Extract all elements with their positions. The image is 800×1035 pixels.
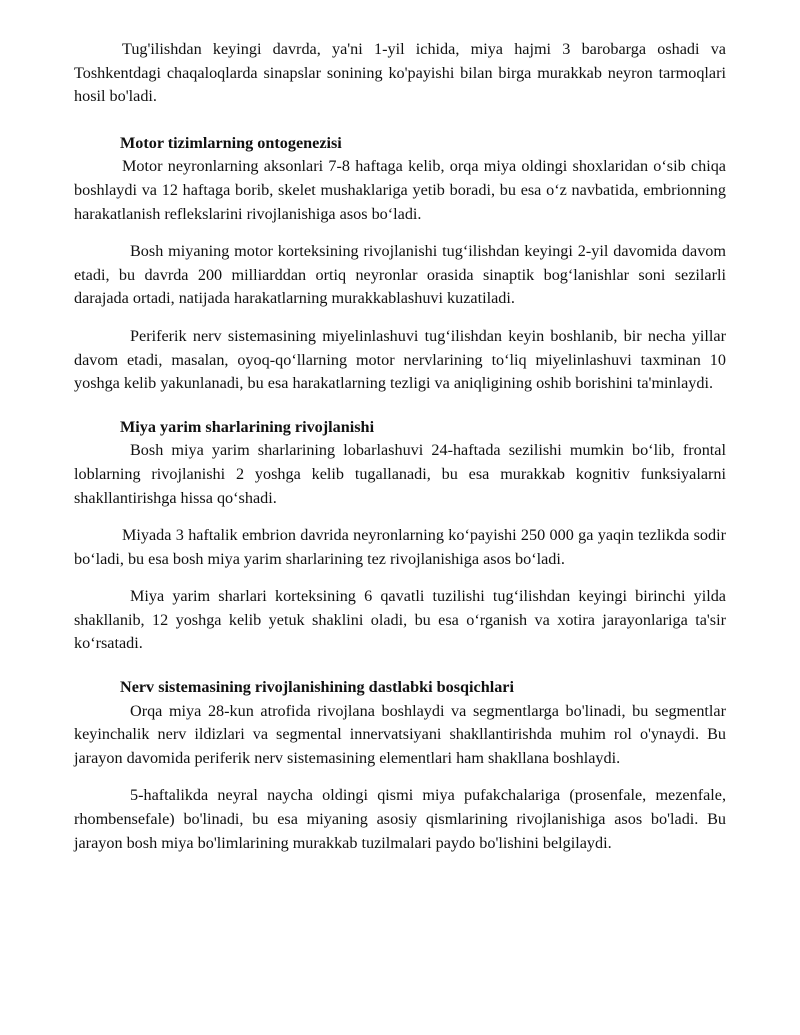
paragraph-neural-tube: 5-haftalikda neyral naycha oldingi qismi miya pufakchalariga (prosenfale, mezenfale, rhombensefale) bo'linadi, bu esa miyaning asosiy qismlarining rivojlanishiga asos bo'ladi. Bu jarayon bosh miya bo'limlarining murakkab tuzilmalari paydo bo'lishini belgilaydi. <box>74 786 726 852</box>
heading-early-stages: Nerv sistemasining rivojlanishining dastlabki bosqichlari <box>120 678 514 697</box>
paragraph-neuron-proliferation: Miyada 3 haftalik embrion davrida neyronlarning ko‘payishi 250 000 ga yaqin tezlikda sodir bo‘ladi, bu esa bosh miya yarim sharlarining tez rivojlanishiga asos bo‘ladi. <box>74 526 726 568</box>
paragraph-motor-neurons: Motor neyronlarning aksonlari 7-8 haftaga kelib, orqa miya oldingi shoxlaridan o‘sib chiqa boshlaydi va 12 haftaga borib, skelet mushaklariga yetib boradi, bu esa o‘z navbatida, embrionning harakatlanish reflekslarini rivojlanishiga asos bo‘ladi. <box>74 157 726 223</box>
paragraph-myelination: Periferik nerv sistemasining miyelinlashuvi tug‘ilishdan keyin boshlanib, bir necha yillar davom etadi, masalan, oyoq-qo‘llarning motor nervlarining to‘liq miyelinlashuvi taxminan 10 yoshga kelib yakunlanadi, bu esa harakatlarning tezligi va aniqligining oshib borishini ta'minlaydi. <box>74 326 726 393</box>
paragraph-spinal-cord: Orqa miya 28-kun atrofida rivojlana boshlaydi va segmentlarga bo'linadi, bu segmentlar keyinchalik nerv ildizlari va segmental innervatsiyani shakllantirishda muhim rol o'ynaydi. Bu jarayon davomida periferik nerv sistemasining elementlari ham shakllana boshlaydi. <box>74 701 726 767</box>
document-page <box>74 38 726 855</box>
paragraph-motor-cortex: Bosh miyaning motor korteksining rivojlanishi tug‘ilishdan keyingi 2-yil davomida davom etadi, bu davrda 200 milliarddan ortiq neyronlar orasida sinaptik bog‘lanishlar soni sezilarli darajada ortadi, natijada harakatlarning murakkablashuvi kuzatiladi. <box>74 242 726 308</box>
paragraph-lobarization: Bosh miya yarim sharlarining lobarlashuvi 24-haftada sezilishi mumkin bo‘lib, frontal loblarning rivojlanishi 2 yoshga kelib tugallanadi, bu esa murakkab kognitiv funksiyalarni shakllantirishga hissa qo‘shadi. <box>74 441 726 507</box>
paragraph-cortex-layers: Miya yarim sharlari korteksining 6 qavatli tuzilishi tug‘ilishdan keyingi birinchi yilda shakllanib, 12 yoshga kelib yetuk shaklini oladi, bu esa o‘rganish va xotira jarayonlariga ta'sir ko‘rsatadi. <box>74 587 726 653</box>
heading-motor-systems: Motor tizimlarning ontogenezisi <box>120 133 342 152</box>
heading-hemispheres: Miya yarim sharlarining rivojlanishi <box>120 417 375 436</box>
paragraph-brain-volume: Tug'ilishdan keyingi davrda, ya'ni 1-yil ichida, miya hajmi 3 barobarga oshadi va Toshkentdagi chaqaloqlarda sinapslar sonining ko'payishi bilan birga murakkab neyron tarmoqlari hosil bo'ladi. <box>74 40 726 106</box>
